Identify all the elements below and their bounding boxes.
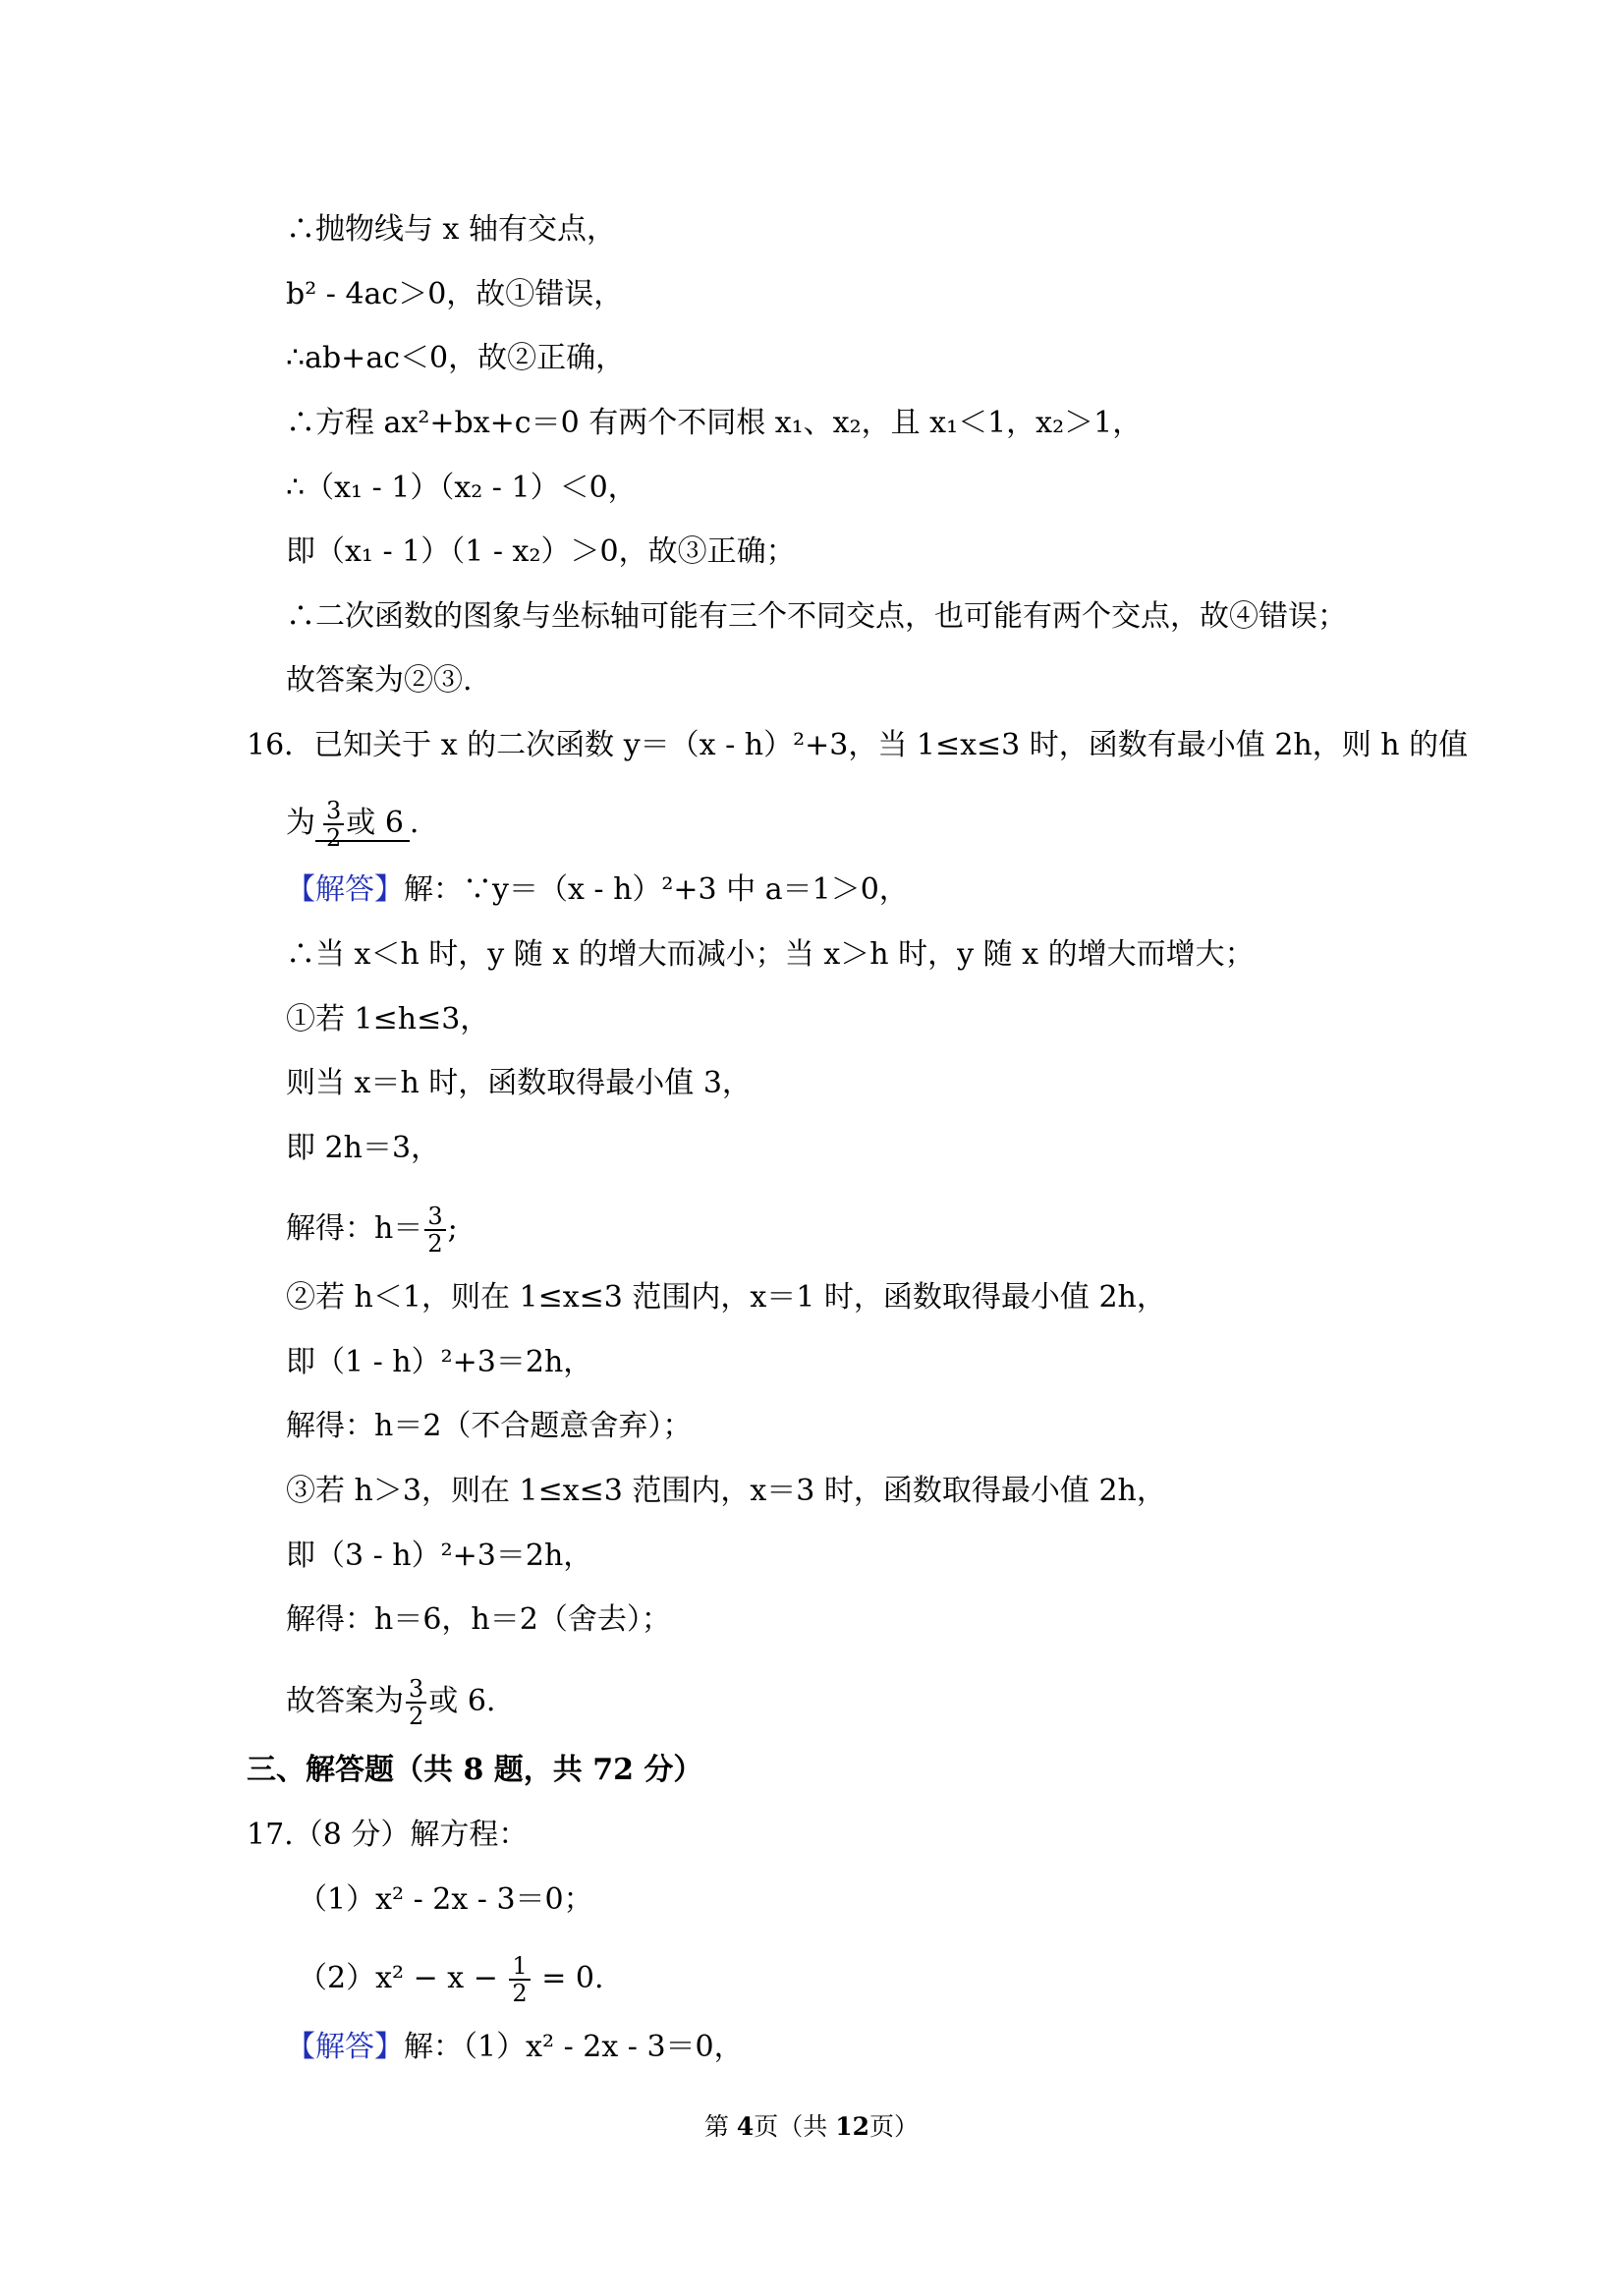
- text-line: ∴ab+ac＜0，故②正确，: [286, 341, 626, 375]
- footer-post: 页）: [869, 2112, 920, 2141]
- text-line: ②若 h＜1，则在 1≤x≤3 范围内，x＝1 时，函数取得最小值 2h，: [286, 1280, 1166, 1315]
- subquestion-2: [298, 1952, 604, 2007]
- footer-page-number: 4: [736, 2112, 755, 2141]
- question-16-answer-line: [286, 797, 420, 852]
- text-line: ∴二次函数的图象与坐标轴可能有三个不同交点，也可能有两个交点，故④错误；: [286, 599, 1347, 634]
- text-line: 解得：h＝2（不合题意舍弃）；: [286, 1409, 693, 1443]
- fraction: [406, 1676, 426, 1729]
- line-suffix: ;: [447, 1211, 458, 1246]
- text-line: 即（x₁ - 1）（1 - x₂）＞0，故③正确；: [286, 534, 796, 569]
- footer-total-pages: 12: [835, 2112, 870, 2141]
- solution-text: 解：（1）x² - 2x - 3＝0，: [404, 2030, 744, 2064]
- text-line: ∴（x₁ - 1）（x₂ - 1）＜0，: [286, 471, 638, 505]
- text-line: 则当 x＝h 时，函数取得最小值 3，: [286, 1066, 752, 1100]
- question-17: 17.（8 分）解方程：: [247, 1818, 529, 1852]
- subquestion-1: （1）x² - 2x - 3＝0；: [298, 1882, 593, 1917]
- footer-pre: 第: [703, 2112, 737, 2141]
- text-line: 即（3 - h）²+3＝2h，: [286, 1539, 593, 1573]
- line-prefix: 故答案为: [286, 1684, 404, 1718]
- fraction: [323, 798, 344, 851]
- text-line: ③若 h＞3，则在 1≤x≤3 范围内，x＝3 时，函数取得最小值 2h，: [286, 1474, 1166, 1508]
- text-line: b² - 4ac＞0，故①错误，: [286, 277, 624, 311]
- footer-mid: 页（共: [754, 2112, 836, 2141]
- answer-prefix: 为: [286, 806, 315, 840]
- section-heading: 三、解答题（共 8 题，共 72 分）: [247, 1753, 703, 1787]
- page-footer: [0, 2110, 1623, 2144]
- fraction-denominator: 2: [427, 1230, 443, 1258]
- line-prefix: 解得：h＝: [286, 1211, 423, 1246]
- fraction: [424, 1204, 445, 1257]
- text-line: 解得：h＝6，h＝2（舍去）；: [286, 1602, 671, 1637]
- fraction-denominator: 2: [326, 824, 342, 852]
- fraction-numerator: 3: [406, 1676, 426, 1704]
- fraction-numerator: 3: [424, 1204, 445, 1231]
- text-line: [286, 1203, 458, 1258]
- solution-label: 【解答】: [286, 872, 404, 907]
- fraction: [509, 1953, 530, 2006]
- solution-label: 【解答】: [286, 2030, 404, 2064]
- solution-line: [286, 2028, 744, 2067]
- line-suffix: 或 6.: [428, 1684, 496, 1718]
- text-line: 即 2h＝3，: [286, 1131, 441, 1165]
- text-line: ∴抛物线与 x 轴有交点，: [286, 212, 616, 247]
- question-16: 16．已知关于 x 的二次函数 y＝（x - h）²+3，当 1≤x≤3 时，函数有最小值 2h，则 h 的值: [247, 728, 1469, 762]
- fraction-numerator: 3: [323, 798, 344, 825]
- solution-text: 解：∵y＝（x - h）²+3 中 a＝1＞0，: [404, 872, 909, 907]
- text-line: ①若 1≤h≤3，: [286, 1002, 490, 1036]
- text-line: ∴方程 ax²+bx+c＝0 有两个不同根 x₁、x₂，且 x₁＜1，x₂＞1，: [286, 406, 1143, 440]
- text-line: ∴当 x＜h 时，y 随 x 的增大而减小；当 x＞h 时，y 随 x 的增大而增大；: [286, 937, 1255, 972]
- text-line: 故答案为②③.: [286, 663, 473, 698]
- text-line: [286, 1675, 496, 1730]
- line-prefix: （2）x² − x −: [298, 1961, 508, 1995]
- answer-end: .: [409, 806, 420, 840]
- fraction-denominator: 2: [409, 1703, 424, 1730]
- text-line: 即（1 - h）²+3＝2h，: [286, 1345, 593, 1379]
- answer-blank: [315, 797, 410, 852]
- fraction-denominator: 2: [512, 1980, 528, 2007]
- fraction-numerator: 1: [509, 1953, 530, 1981]
- answer-text: 或 6: [346, 806, 404, 840]
- solution-line: [286, 870, 909, 910]
- line-suffix: = 0.: [532, 1961, 604, 1995]
